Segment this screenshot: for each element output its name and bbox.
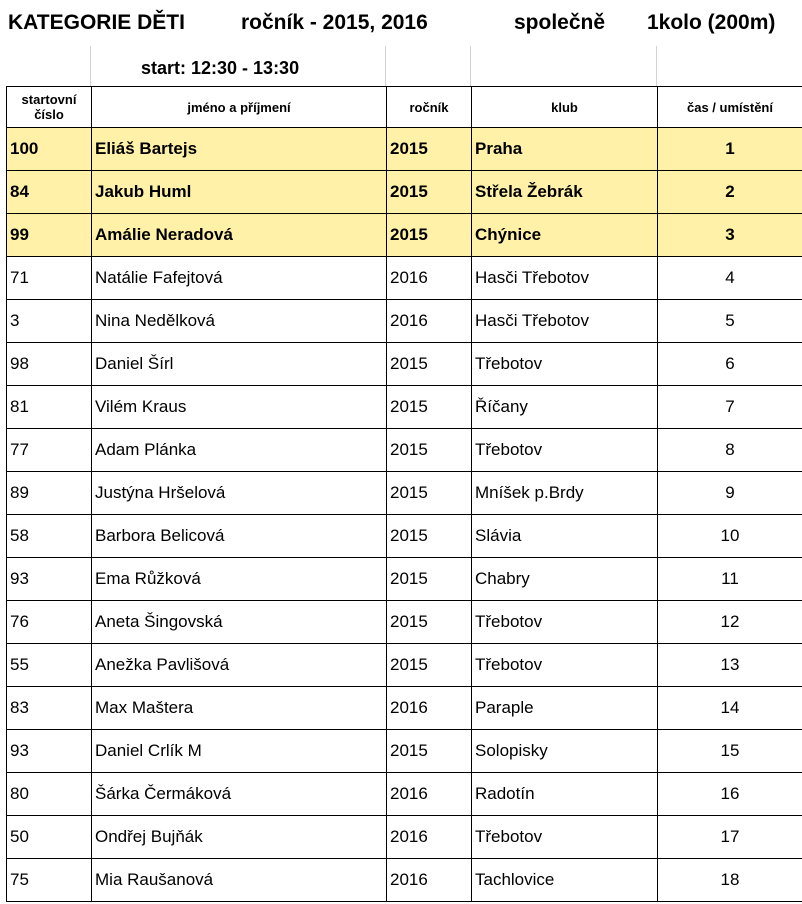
start-time: start: 12:30 - 13:30 bbox=[141, 58, 300, 78]
table-row bbox=[7, 773, 802, 816]
start-number-cell: 71 bbox=[7, 257, 92, 300]
table-row bbox=[7, 214, 802, 257]
place-cell: 4 bbox=[658, 257, 802, 300]
name-cell: Daniel Crlík M bbox=[92, 730, 387, 773]
place-cell: 6 bbox=[658, 343, 802, 386]
table-row bbox=[7, 128, 802, 171]
start-number-cell: 89 bbox=[7, 472, 92, 515]
name-cell: Ema Růžková bbox=[92, 558, 387, 601]
table-header-row bbox=[7, 87, 802, 128]
club-cell: Třebotov bbox=[472, 601, 658, 644]
place-cell: 3 bbox=[658, 214, 802, 257]
name-cell: Eliáš Bartejs bbox=[92, 128, 387, 171]
year-cell: 2016 bbox=[387, 687, 472, 730]
table-row bbox=[7, 386, 802, 429]
year-cell: 2015 bbox=[387, 730, 472, 773]
place-cell: 12 bbox=[658, 601, 802, 644]
name-cell: Mia Raušanová bbox=[92, 859, 387, 902]
gridline bbox=[90, 46, 91, 86]
year-cell: 2015 bbox=[387, 472, 472, 515]
club-cell: Solopisky bbox=[472, 730, 658, 773]
joint-label: společně bbox=[514, 11, 606, 34]
category-title: KATEGORIE DĚTI bbox=[8, 11, 185, 34]
table-row bbox=[7, 300, 802, 343]
year-cell: 2015 bbox=[387, 128, 472, 171]
club-cell: Hasči Třebotov bbox=[472, 300, 658, 343]
year-cell: 2016 bbox=[387, 816, 472, 859]
club-cell: Třebotov bbox=[472, 816, 658, 859]
year-cell: 2015 bbox=[387, 386, 472, 429]
club-cell: Třebotov bbox=[472, 343, 658, 386]
years-title: ročník - 2015, 2016 bbox=[241, 11, 428, 34]
year-cell: 2015 bbox=[387, 214, 472, 257]
column-header-start-number-line1: startovní bbox=[21, 92, 77, 107]
name-cell: Nina Nedělková bbox=[92, 300, 387, 343]
club-cell: Praha bbox=[472, 128, 658, 171]
table-row bbox=[7, 644, 802, 687]
club-cell: Paraple bbox=[472, 687, 658, 730]
place-cell: 9 bbox=[658, 472, 802, 515]
place-cell: 11 bbox=[658, 558, 802, 601]
gridline bbox=[385, 46, 386, 86]
table-row bbox=[7, 687, 802, 730]
start-number-cell: 99 bbox=[7, 214, 92, 257]
name-cell: Ondřej Bujňák bbox=[92, 816, 387, 859]
club-cell: Střela Žebrák bbox=[472, 171, 658, 214]
year-cell: 2015 bbox=[387, 171, 472, 214]
name-cell: Justýna Hršelová bbox=[92, 472, 387, 515]
start-number-cell: 55 bbox=[7, 644, 92, 687]
start-number-cell: 50 bbox=[7, 816, 92, 859]
table-row bbox=[7, 257, 802, 300]
start-number-cell: 77 bbox=[7, 429, 92, 472]
club-cell: Radotín bbox=[472, 773, 658, 816]
place-cell: 17 bbox=[658, 816, 802, 859]
title-row bbox=[0, 0, 802, 46]
name-cell: Barbora Belicová bbox=[92, 515, 387, 558]
club-cell: Chýnice bbox=[472, 214, 658, 257]
place-cell: 7 bbox=[658, 386, 802, 429]
column-header-start-number bbox=[7, 87, 92, 128]
place-cell: 5 bbox=[658, 300, 802, 343]
name-cell: Anežka Pavlišová bbox=[92, 644, 387, 687]
results-table bbox=[6, 86, 802, 902]
start-number-cell: 84 bbox=[7, 171, 92, 214]
start-number-cell: 58 bbox=[7, 515, 92, 558]
place-cell: 10 bbox=[658, 515, 802, 558]
name-cell: Natálie Fafejtová bbox=[92, 257, 387, 300]
table-row bbox=[7, 171, 802, 214]
gridline bbox=[656, 46, 657, 86]
year-cell: 2016 bbox=[387, 300, 472, 343]
year-cell: 2015 bbox=[387, 343, 472, 386]
round-label: 1kolo (200m) bbox=[647, 11, 776, 34]
table-row bbox=[7, 558, 802, 601]
place-cell: 14 bbox=[658, 687, 802, 730]
name-cell: Aneta Šingovská bbox=[92, 601, 387, 644]
start-number-cell: 83 bbox=[7, 687, 92, 730]
place-cell: 8 bbox=[658, 429, 802, 472]
name-cell: Jakub Huml bbox=[92, 171, 387, 214]
year-cell: 2016 bbox=[387, 773, 472, 816]
year-cell: 2015 bbox=[387, 601, 472, 644]
club-cell: Chabry bbox=[472, 558, 658, 601]
table-row bbox=[7, 429, 802, 472]
column-header-name: jméno a příjmení bbox=[92, 87, 387, 128]
table-row bbox=[7, 343, 802, 386]
year-cell: 2016 bbox=[387, 859, 472, 902]
name-cell: Max Maštera bbox=[92, 687, 387, 730]
club-cell: Třebotov bbox=[472, 429, 658, 472]
name-cell: Amálie Neradová bbox=[92, 214, 387, 257]
year-cell: 2015 bbox=[387, 429, 472, 472]
start-number-cell: 93 bbox=[7, 730, 92, 773]
start-number-cell: 100 bbox=[7, 128, 92, 171]
place-cell: 18 bbox=[658, 859, 802, 902]
year-cell: 2015 bbox=[387, 558, 472, 601]
table-row bbox=[7, 601, 802, 644]
table-row bbox=[7, 515, 802, 558]
column-header-club: klub bbox=[472, 87, 658, 128]
club-cell: Tachlovice bbox=[472, 859, 658, 902]
place-cell: 13 bbox=[658, 644, 802, 687]
place-cell: 16 bbox=[658, 773, 802, 816]
year-cell: 2016 bbox=[387, 257, 472, 300]
name-cell: Šárka Čermáková bbox=[92, 773, 387, 816]
name-cell: Adam Plánka bbox=[92, 429, 387, 472]
year-cell: 2015 bbox=[387, 515, 472, 558]
name-cell: Vilém Kraus bbox=[92, 386, 387, 429]
start-number-cell: 93 bbox=[7, 558, 92, 601]
start-number-cell: 75 bbox=[7, 859, 92, 902]
start-number-cell: 80 bbox=[7, 773, 92, 816]
table-row bbox=[7, 859, 802, 902]
club-cell: Mníšek p.Brdy bbox=[472, 472, 658, 515]
club-cell: Slávia bbox=[472, 515, 658, 558]
column-header-year: ročník bbox=[387, 87, 472, 128]
year-cell: 2015 bbox=[387, 644, 472, 687]
place-cell: 2 bbox=[658, 171, 802, 214]
place-cell: 15 bbox=[658, 730, 802, 773]
club-cell: Říčany bbox=[472, 386, 658, 429]
gridline bbox=[470, 46, 471, 86]
start-number-cell: 81 bbox=[7, 386, 92, 429]
place-cell: 1 bbox=[658, 128, 802, 171]
start-number-cell: 98 bbox=[7, 343, 92, 386]
start-number-cell: 3 bbox=[7, 300, 92, 343]
table-row bbox=[7, 472, 802, 515]
club-cell: Třebotov bbox=[472, 644, 658, 687]
column-header-start-number-line2: číslo bbox=[34, 107, 64, 122]
table-row bbox=[7, 816, 802, 859]
column-header-result: čas / umístění bbox=[658, 87, 802, 128]
club-cell: Hasči Třebotov bbox=[472, 257, 658, 300]
name-cell: Daniel Šírl bbox=[92, 343, 387, 386]
table-row bbox=[7, 730, 802, 773]
start-number-cell: 76 bbox=[7, 601, 92, 644]
